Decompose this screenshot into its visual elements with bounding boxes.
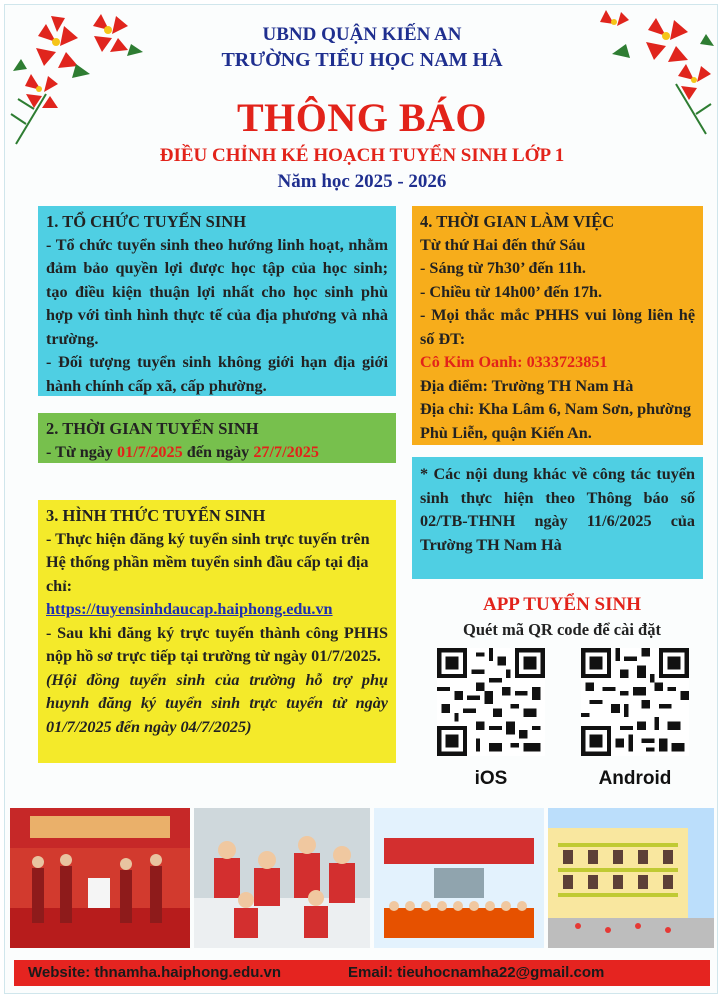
app-title: APP TUYỂN SINH	[482, 594, 641, 615]
date-from: 01/7/2025	[117, 442, 183, 461]
section-enrollment-method-note: (Hội đồng tuyển sinh của trường hỗ trợ phụ huynh đăng ký tuyển sinh trực tuyến từ ngày 01/7/2025 đến ngày 04/7/2025)	[46, 670, 388, 736]
org-line-1: UBND QUẬN KIẾN AN	[262, 24, 462, 45]
section-organization-heading: 1. TỔ CHỨC TUYỂN SINH	[46, 212, 247, 231]
photo-ceremony	[10, 808, 190, 948]
section-organization-para1: - Tổ chức tuyển sinh theo hướng linh hoạt, nhằm đảm bảo quyền lợi được học tập của học sinh; tạo điều kiện thuận lợi nhất cho học sinh phù hợp với tình hình thực tế của địa phương và nhà trường.	[46, 235, 388, 348]
working-days: Từ thứ Hai đến thứ Sáu	[420, 235, 586, 254]
section-enrollment-time-range	[46, 441, 388, 465]
android-qr-code[interactable]	[581, 648, 689, 756]
section-enrollment-method-para1: - Thực hiện đăng ký tuyển sinh trực tuyến trên Hệ thống phần mềm tuyển sinh đầu cấp tại địa chỉ:	[46, 529, 370, 595]
ios-label: iOS	[474, 768, 508, 789]
section-enrollment-time-heading: 2. THỜI GIAN TUYỂN SINH	[46, 419, 259, 438]
date-prefix: - Từ ngày	[46, 442, 118, 461]
page-title: THÔNG BÁO	[236, 95, 488, 140]
date-middle: đến ngày	[182, 442, 254, 461]
ios-qr-code[interactable]	[437, 648, 545, 756]
enrollment-portal-link[interactable]: https://tuyensinhdaucap.haiphong.edu.vn	[46, 600, 333, 618]
photo-group	[374, 808, 544, 948]
section-working-hours	[412, 206, 703, 445]
note-text: * Các nội dung khác về công tác tuyển sinh thực hiện theo Thông báo số 02/TB-THNH ngày 11/6/2025 của Trường TH Nam Hà	[420, 465, 695, 554]
android-label: Android	[598, 768, 672, 789]
working-morning: - Sáng từ 7h30’ đến 11h.	[420, 259, 586, 277]
footer-website[interactable]: Website: thnamha.haiphong.edu.vn	[28, 964, 282, 981]
section-enrollment-time	[38, 413, 396, 463]
working-afternoon: - Chiều từ 14h00’ đến 17h.	[420, 282, 603, 301]
org-line-2: TRƯỜNG TIỂU HỌC NAM HÀ	[221, 49, 503, 71]
contact-intro: - Mọi thắc mắc PHHS vui lòng liên hệ số ĐT:	[420, 306, 695, 348]
date-to: 27/7/2025	[253, 442, 319, 461]
school-address: Địa chỉ: Kha Lâm 6, Nam Sơn, phường Phù Liễn, quận Kiến An.	[420, 400, 691, 442]
section-organization-para2: - Đối tượng tuyển sinh không giới hạn địa giới hành chính cấp xã, cấp phường.	[46, 353, 388, 395]
section-organization	[38, 206, 396, 396]
page-subtitle: ĐIỀU CHỈNH KÉ HOẠCH TUYỂN SINH LỚP 1	[159, 145, 565, 166]
photo-classroom	[194, 808, 370, 948]
section-working-hours-heading: 4. THỜI GIAN LÀM VIỆC	[420, 212, 615, 231]
app-subtitle: Quét mã QR code để cài đặt	[463, 620, 661, 639]
footer-bar	[14, 960, 710, 986]
contact-person: Cô Kim Oanh: 0333723851	[420, 353, 608, 371]
footer-email[interactable]: Email: tieuhocnamha22@gmail.com	[348, 964, 605, 981]
section-enrollment-method-para2: - Sau khi đăng ký trực tuyến thành công PHHS nộp hồ sơ trực tiếp tại trường từ ngày 01/7/2025.	[46, 623, 388, 665]
section-enrollment-method	[38, 500, 396, 763]
note-box	[412, 457, 703, 579]
school-location: Địa điểm: Trường TH Nam Hà	[420, 376, 634, 395]
photo-school-building	[548, 808, 714, 948]
school-year: Năm học 2025 - 2026	[277, 171, 447, 192]
section-enrollment-method-heading: 3. HÌNH THỨC TUYỂN SINH	[46, 506, 266, 525]
